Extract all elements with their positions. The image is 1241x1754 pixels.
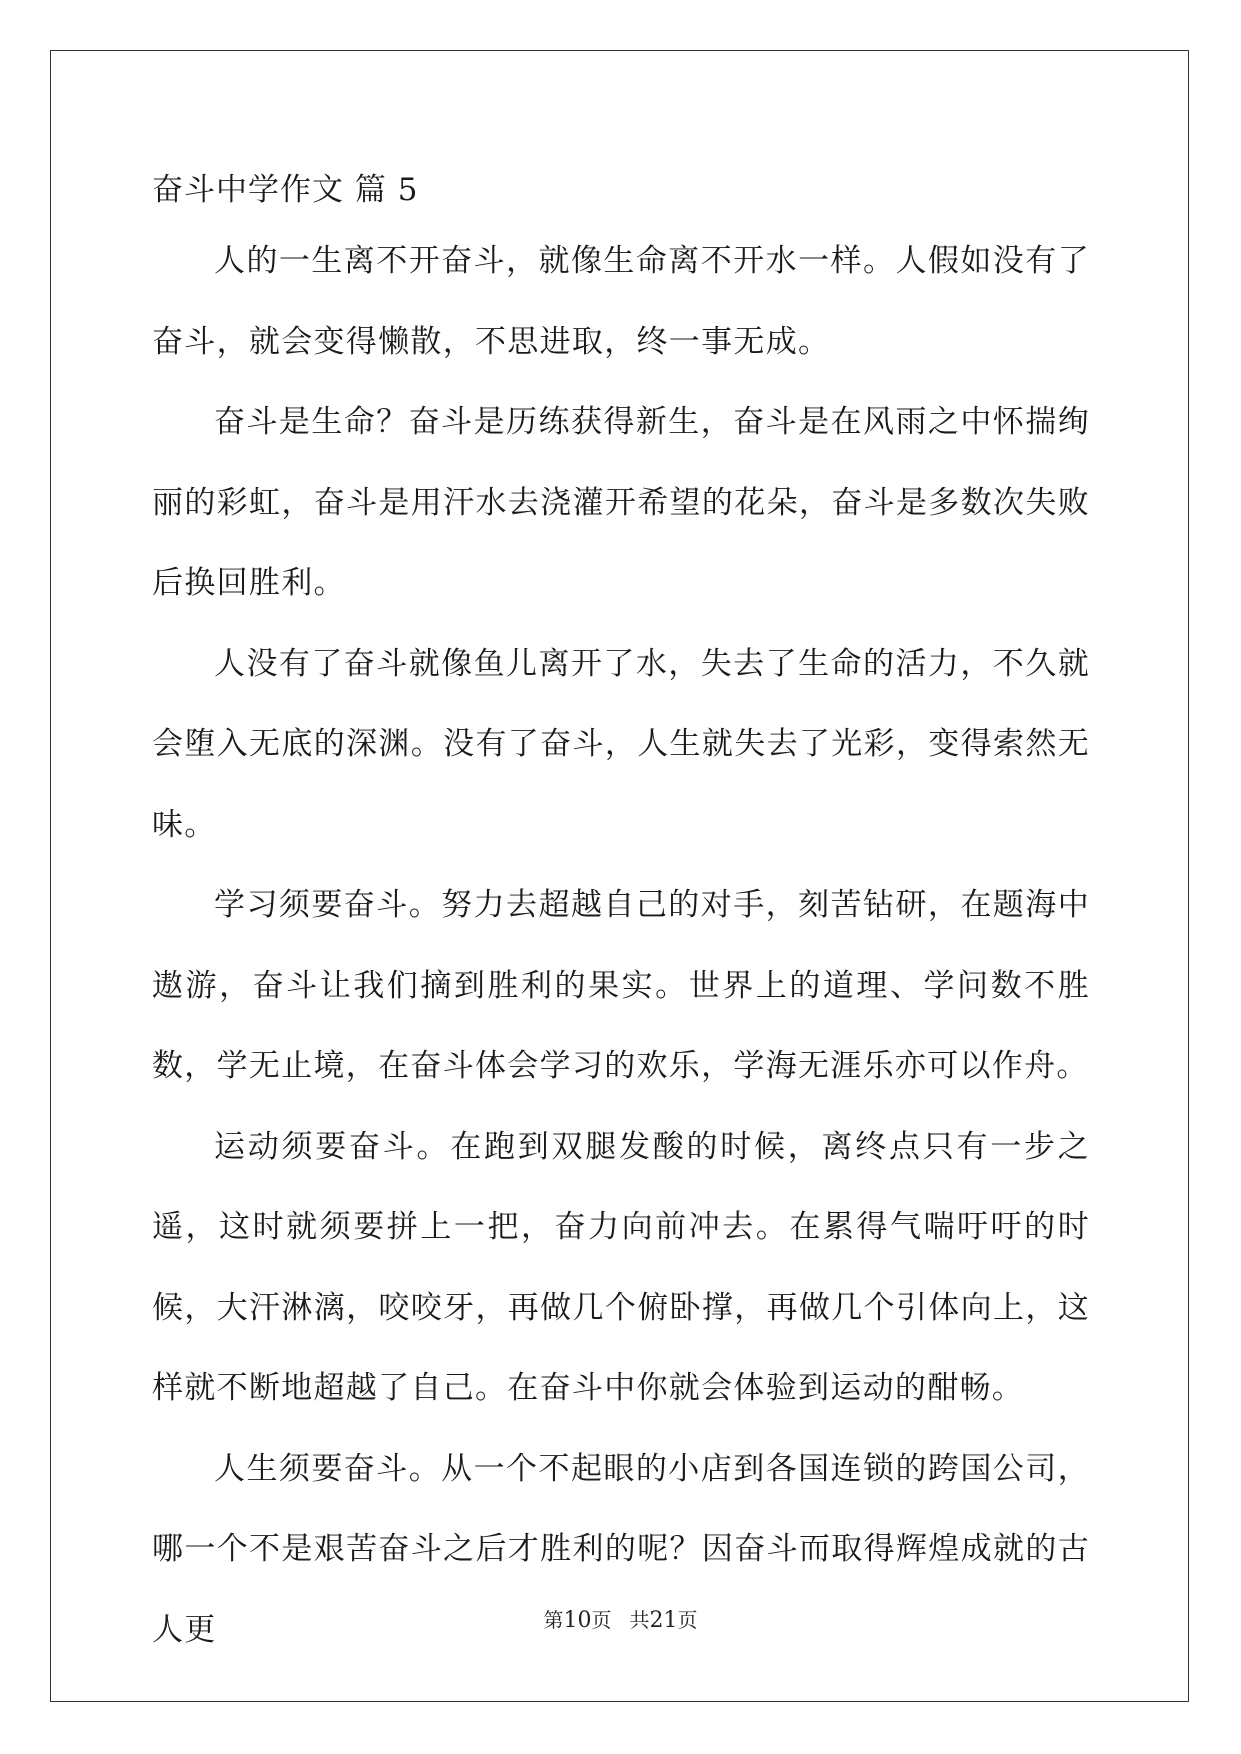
page-prefix: 第 bbox=[543, 1608, 564, 1632]
paragraph: 人的一生离不开奋斗，就像生命离不开水一样。人假如没有了奋斗，就会变得懒散，不思进取，终一事无成。 bbox=[152, 243, 1090, 360]
total-suffix: 页 bbox=[677, 1608, 698, 1632]
document-body bbox=[152, 165, 1090, 1670]
current-page-number: 10 bbox=[563, 1608, 592, 1633]
paragraph: 学习须要奋斗。努力去超越自己的对手，刻苦钻研，在题海中遨游，奋斗让我们摘到胜利的果实。世界上的道理、学问数不胜数，学无止境，在奋斗体会学习的欢乐，学海无涯乐亦可以作舟。 bbox=[152, 887, 1090, 1084]
page-suffix: 页 bbox=[591, 1608, 612, 1632]
paragraph: 运动须要奋斗。在跑到双腿发酸的时候，离终点只有一步之遥，这时就须要拼上一把，奋力向前冲去。在累得气喘吁吁的时候，大汗淋漓，咬咬牙，再做几个俯卧撑，再做几个引体向上，这样就不断地超越了自己。在奋斗中你就会体验到运动的酣畅。 bbox=[152, 1128, 1090, 1406]
paragraph: 奋斗是生命？奋斗是历练获得新生，奋斗是在风雨之中怀揣绚丽的彩虹，奋斗是用汗水去浇灌开希望的花朵，奋斗是多数次失败后换回胜利。 bbox=[152, 404, 1090, 601]
total-prefix: 共 bbox=[629, 1608, 650, 1632]
paragraph: 人生须要奋斗。从一个不起眼的小店到各国连锁的跨国公司，哪一个不是艰苦奋斗之后才胜利的呢？因奋斗而取得辉煌成就的古人更 bbox=[152, 1450, 1090, 1648]
total-pages-number: 21 bbox=[649, 1608, 678, 1633]
essay-title: 奋斗中学作文 篇 5 bbox=[152, 172, 419, 208]
page-footer bbox=[0, 1606, 1241, 1635]
paragraph: 人没有了奋斗就像鱼儿离开了水，失去了生命的活力，不久就会堕入无底的深渊。没有了奋斗，人生就失去了光彩，变得索然无味。 bbox=[152, 645, 1090, 843]
